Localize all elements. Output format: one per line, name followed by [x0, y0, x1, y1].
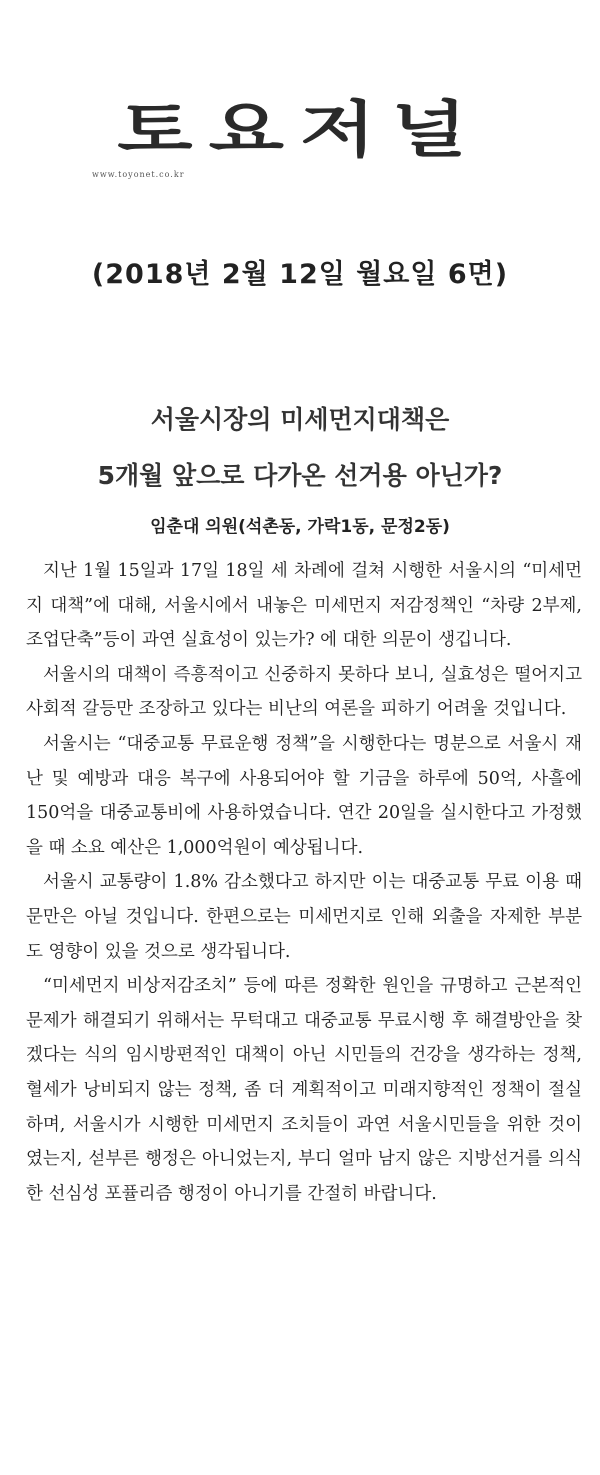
article-paragraph: 서울시 교통량이 1.8% 감소했다고 하지만 이는 대중교통 무료 이용 때문만은 아닐 것입니다. 한편으로는 미세먼지로 인해 외출을 자제한 부분도 영향이 있을 것으로 생각됩니다. — [26, 872, 582, 962]
article-body — [26, 554, 582, 1211]
newspaper-url: www.toyonet.co.kr — [92, 170, 185, 179]
headline-line-2: 5개월 앞으로 다가온 선거용 아닌가? — [97, 461, 503, 490]
article-paragraph: 서울시의 대책이 즉흥적이고 신중하지 못하다 보니, 실효성은 떨어지고 사회적 갈등만 조장하고 있다는 비난의 여론을 피하기 어려울 것입니다. — [26, 664, 582, 720]
newspaper-logo — [0, 95, 600, 178]
article-paragraph: “미세먼지 비상저감조치” 등에 따른 정확한 원인을 규명하고 근본적인 문제가 해결되기 위해서는 무턱대고 대중교통 무료시행 후 해결방안을 찾겠다는 식의 임시방편적인 대책이 아닌 시민들의 건강을 생각하는 정책, 혈세가 낭비되지 않는 정책, 좀 더 계획적이고 미래지향적인 정책이 절실하며, 서울시가 시행한 미세먼지 조치들이 과연 서울시민들을 위한 것이였는지, 섣부른 행정은 아니었는지, 부디 얼마 남지 않은 지방선거를 의식한 선심성 포퓰리즘 행정이 아니기를 간절히 바랍니다. — [26, 976, 582, 1204]
headline-line-1: 서울시장의 미세먼지대책은 — [150, 405, 450, 434]
article-paragraph: 서울시는 “대중교통 무료운행 정책”을 시행한다는 명분으로 서울시 재난 및 예방과 대응 복구에 사용되어야 할 기금을 하루에 50억, 사흘에 150억을 대중교통비에 사용하였습니다. 연간 20일을 실시한다고 가정했을 때 소요 예산은 1,000억원이 예상됩니다. — [26, 733, 582, 858]
article-paragraph: 지난 1월 15일과 17일 18일 세 차례에 걸쳐 시행한 서울시의 “미세먼지 대책”에 대해, 서울시에서 내놓은 미세먼지 저감정책인 “차량 2부제, 조업단축”등이 과연 실효성이 있는가? 에 대한 의문이 생깁니다. — [26, 561, 582, 651]
newspaper-title: 토요저널 — [117, 95, 483, 166]
issue-date-line: (2018년 2월 12일 월요일 6면) — [91, 259, 509, 290]
article-byline: 임춘대 의원(석촌동, 가락1동, 문정2동) — [150, 517, 450, 537]
article-headline — [0, 392, 600, 504]
